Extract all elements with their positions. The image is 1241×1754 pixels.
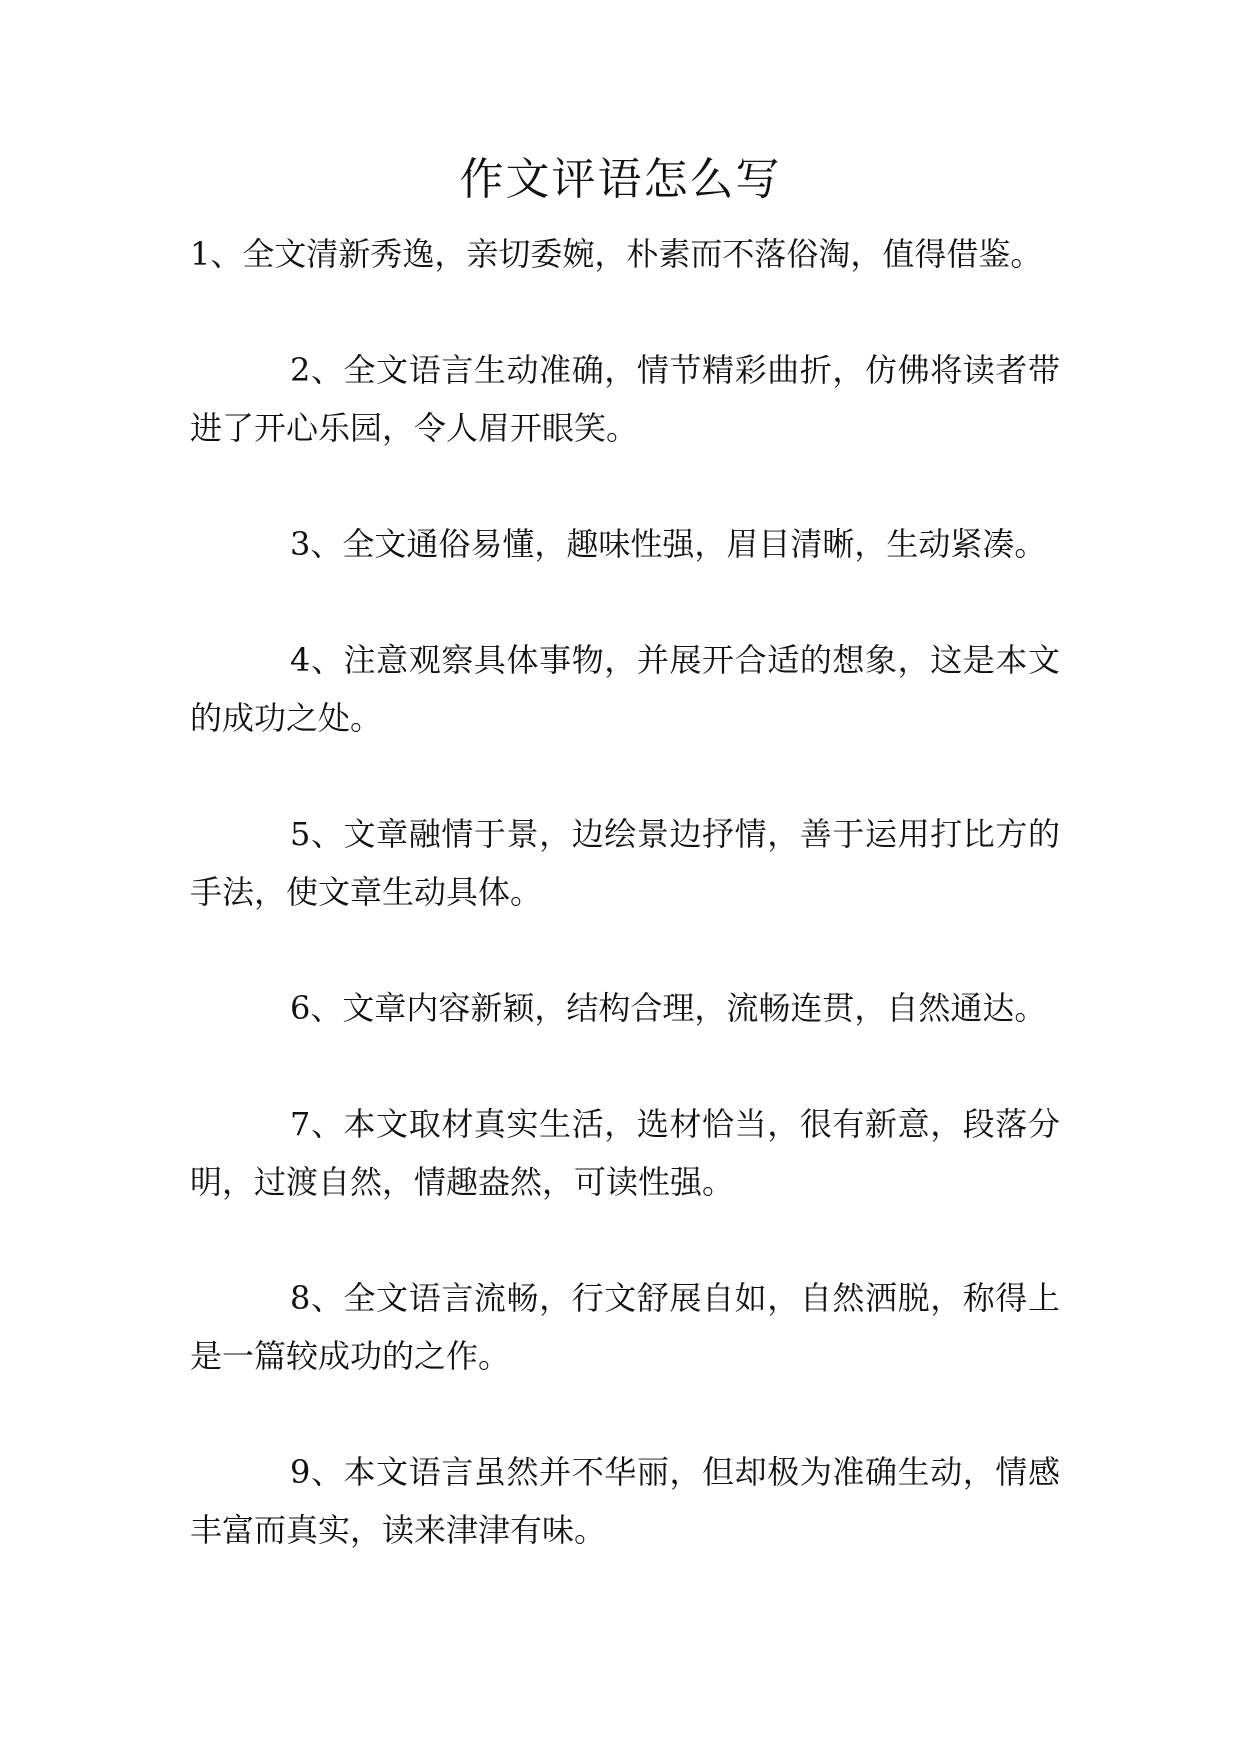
document-body <box>190 225 1060 1617</box>
document-title: 作文评语怎么写 <box>459 154 782 205</box>
paragraph-2: 2、全文语言生动准确，情节精彩曲折，仿佛将读者带进了开心乐园，令人眉开眼笑。 <box>190 351 1060 447</box>
paragraph-1: 1、全文清新秀逸，亲切委婉，朴素而不落俗淘，值得借鉴。 <box>190 235 1043 273</box>
paragraph-9: 9、本文语言虽然并不华丽，但却极为准确生动，情感丰富而真实，读来津津有味。 <box>190 1453 1060 1549</box>
paragraph-4: 4、注意观察具体事物，并展开合适的想象，这是本文的成功之处。 <box>190 641 1060 737</box>
paragraph-7: 7、本文取材真实生活，选材恰当，很有新意，段落分明，过渡自然，情趣盎然，可读性强。 <box>190 1105 1060 1201</box>
paragraph-5: 5、文章融情于景，边绘景边抒情，善于运用打比方的手法，使文章生动具体。 <box>190 815 1060 911</box>
paragraph-3: 3、全文通俗易懂，趣味性强，眉目清晰，生动紧凑。 <box>290 525 1047 563</box>
paragraph-6: 6、文章内容新颖，结构合理，流畅连贯，自然通达。 <box>290 989 1047 1027</box>
paragraph-8: 8、全文语言流畅，行文舒展自如，自然洒脱，称得上是一篇较成功的之作。 <box>190 1279 1060 1375</box>
